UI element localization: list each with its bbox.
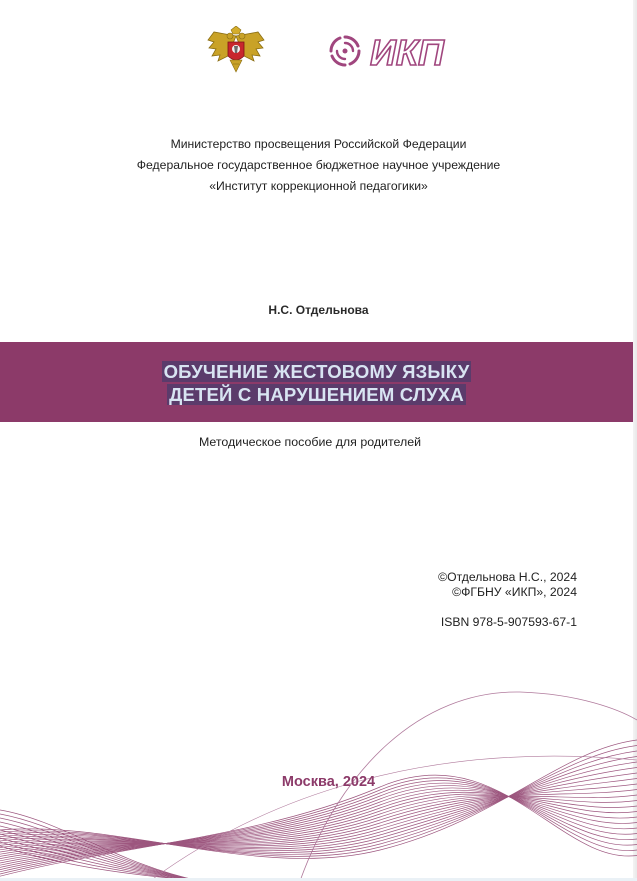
copyright-block <box>438 570 577 600</box>
wave-line <box>0 818 200 881</box>
copyright-institution: ©ФГБНУ «ИКП», 2024 <box>452 585 577 599</box>
title-line-2: ДЕТЕЙ С НАРУШЕНИЕМ СЛУХА <box>169 384 464 405</box>
organization-block <box>0 134 637 197</box>
institution-type: Федеральное государственное бюджетное научное учреждение <box>136 158 501 172</box>
book-title <box>0 360 633 406</box>
ikp-logo-text <box>366 32 466 72</box>
wave-line <box>0 790 637 863</box>
isbn: ISBN 978-5-907593-67-1 <box>440 615 577 629</box>
book-subtitle: Методическое пособие для родителей <box>198 435 422 449</box>
institution-name: «Институт коррекционной педагогики» <box>209 179 428 193</box>
ikp-logo <box>328 32 468 72</box>
author-name: Н.С. Отдельнова <box>268 303 369 317</box>
wave-line <box>0 814 200 881</box>
ikp-logo-label: ИКП <box>370 32 444 72</box>
copyright-author: ©Отдельнова Н.С., 2024 <box>438 570 577 584</box>
ikp-spiral-logo-icon <box>328 34 362 68</box>
city-year: Москва, 2024 <box>281 774 376 790</box>
ministry-name: Министерство просвещения Российской Федерации <box>170 137 467 151</box>
wave-line <box>0 778 637 874</box>
title-line-1: ОБУЧЕНИЕ ЖЕСТОВОМУ ЯЗЫКУ <box>163 361 470 382</box>
header-logos <box>0 24 637 76</box>
title-band <box>0 342 633 422</box>
wave-line <box>0 810 200 881</box>
ministry-eagle-emblem-icon <box>206 26 266 76</box>
wave-line <box>0 783 637 870</box>
